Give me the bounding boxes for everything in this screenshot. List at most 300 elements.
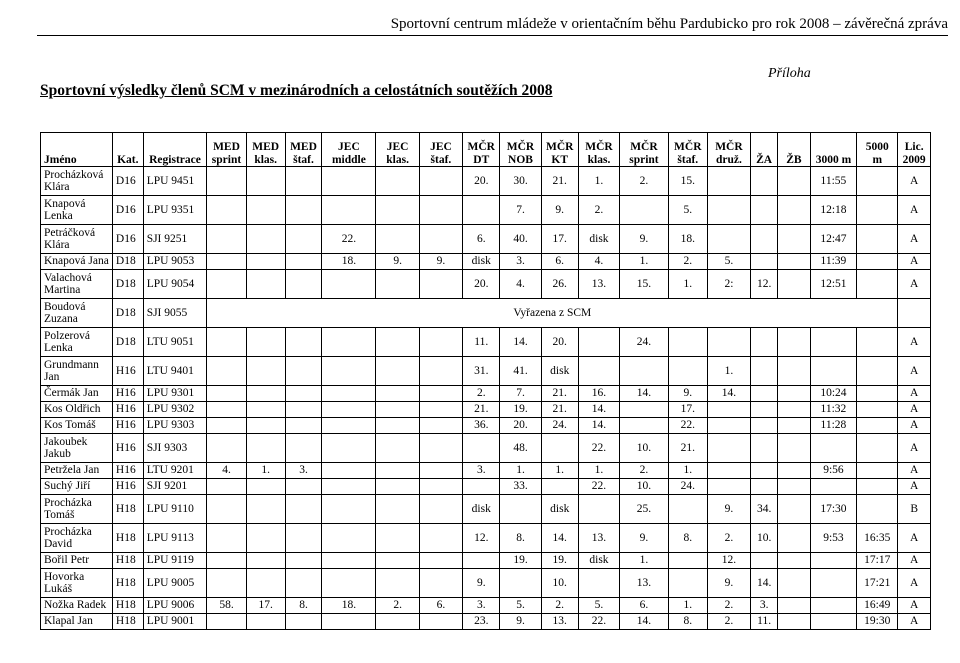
result-cell	[207, 479, 246, 495]
registration: LTU 9401	[143, 357, 207, 386]
result-cell	[778, 418, 810, 434]
result-cell	[322, 614, 376, 630]
category: H18	[112, 524, 143, 553]
result-cell	[419, 357, 462, 386]
column-header: Lic. 2009	[898, 133, 931, 167]
result-cell	[322, 357, 376, 386]
result-cell: 11:28	[810, 418, 857, 434]
result-cell	[285, 524, 322, 553]
result-cell	[322, 495, 376, 524]
table-row	[41, 270, 931, 299]
registration: LPU 9005	[143, 569, 207, 598]
result-cell	[207, 614, 246, 630]
page-title: Sportovní výsledky členů SCM v mezinárodních a celostátních soutěžích 2008	[40, 82, 553, 99]
result-cell: 3.	[285, 463, 322, 479]
result-cell	[751, 553, 778, 569]
category: D18	[112, 270, 143, 299]
license-cell: A	[898, 402, 931, 418]
athlete-name: Knapová Lenka	[41, 196, 113, 225]
category: H16	[112, 479, 143, 495]
result-cell	[778, 196, 810, 225]
result-cell: 8.	[500, 524, 541, 553]
athlete-name: Kos Oldřich	[41, 402, 113, 418]
result-cell	[322, 167, 376, 196]
license-cell: A	[898, 524, 931, 553]
column-header: MČR druž.	[707, 133, 750, 167]
result-cell: 25.	[620, 495, 669, 524]
result-cell	[376, 386, 419, 402]
result-cell	[419, 225, 462, 254]
result-cell	[376, 553, 419, 569]
result-cell: 9.	[707, 569, 750, 598]
result-cell	[285, 553, 322, 569]
athlete-name: Procházka Tomáš	[41, 495, 113, 524]
result-cell: 12.	[707, 553, 750, 569]
result-cell: 48.	[500, 434, 541, 463]
result-cell	[376, 328, 419, 357]
result-cell	[246, 434, 285, 463]
result-cell	[707, 225, 750, 254]
result-cell	[857, 328, 898, 357]
result-cell: 2.	[376, 598, 419, 614]
license-cell: A	[898, 614, 931, 630]
result-cell: 2.	[707, 614, 750, 630]
athlete-name: Kos Tomáš	[41, 418, 113, 434]
result-cell	[285, 495, 322, 524]
result-cell: 1.	[668, 270, 707, 299]
table-row	[41, 402, 931, 418]
table-row	[41, 254, 931, 270]
license-cell: A	[898, 479, 931, 495]
result-cell: disk	[463, 495, 500, 524]
result-cell	[463, 196, 500, 225]
result-cell	[778, 495, 810, 524]
result-cell: 10.	[620, 434, 669, 463]
registration: LPU 9053	[143, 254, 207, 270]
header-row	[41, 133, 931, 167]
license-cell: A	[898, 196, 931, 225]
result-cell	[207, 270, 246, 299]
result-cell	[285, 386, 322, 402]
result-cell	[376, 418, 419, 434]
result-cell	[857, 167, 898, 196]
result-cell	[778, 598, 810, 614]
result-cell: 17.	[668, 402, 707, 418]
result-cell: 15.	[620, 270, 669, 299]
result-cell	[376, 614, 419, 630]
result-cell	[541, 434, 578, 463]
result-cell	[419, 463, 462, 479]
result-cell: 20.	[500, 418, 541, 434]
result-cell	[285, 254, 322, 270]
result-cell: 21.	[541, 167, 578, 196]
table-row	[41, 386, 931, 402]
result-cell	[857, 254, 898, 270]
category: H18	[112, 598, 143, 614]
result-cell: 22.	[578, 614, 619, 630]
result-cell	[810, 328, 857, 357]
table-row	[41, 495, 931, 524]
result-cell: 16:35	[857, 524, 898, 553]
result-cell	[376, 524, 419, 553]
result-cell	[500, 495, 541, 524]
result-cell	[207, 386, 246, 402]
column-header: 3000 m	[810, 133, 857, 167]
result-cell: 34.	[751, 495, 778, 524]
result-cell	[322, 524, 376, 553]
result-cell	[707, 463, 750, 479]
result-cell	[857, 196, 898, 225]
registration: LPU 9119	[143, 553, 207, 569]
result-cell: 13.	[578, 270, 619, 299]
result-cell: 24.	[541, 418, 578, 434]
result-cell: 12.	[463, 524, 500, 553]
result-cell: 8.	[285, 598, 322, 614]
result-cell: 12:47	[810, 225, 857, 254]
category: D16	[112, 196, 143, 225]
result-cell	[207, 418, 246, 434]
result-cell: 22.	[578, 479, 619, 495]
result-cell	[707, 328, 750, 357]
license-cell	[898, 299, 931, 328]
registration: LTU 9051	[143, 328, 207, 357]
result-cell	[707, 402, 750, 418]
result-cell	[463, 479, 500, 495]
result-cell	[751, 254, 778, 270]
result-cell	[778, 434, 810, 463]
result-cell	[810, 434, 857, 463]
athlete-name: Bořil Petr	[41, 553, 113, 569]
category: H18	[112, 569, 143, 598]
result-cell	[322, 479, 376, 495]
result-cell	[578, 357, 619, 386]
result-cell	[207, 254, 246, 270]
column-header: Jméno	[41, 133, 113, 167]
result-cell: 10:24	[810, 386, 857, 402]
result-cell: 11.	[751, 614, 778, 630]
result-cell: 2.	[578, 196, 619, 225]
result-cell	[285, 196, 322, 225]
result-cell	[322, 463, 376, 479]
result-cell: 14.	[500, 328, 541, 357]
result-cell	[778, 254, 810, 270]
result-cell	[500, 569, 541, 598]
result-cell	[285, 270, 322, 299]
athlete-name: Čermák Jan	[41, 386, 113, 402]
result-cell	[778, 553, 810, 569]
result-cell	[778, 167, 810, 196]
result-cell: 14.	[578, 402, 619, 418]
athlete-name: Polzerová Lenka	[41, 328, 113, 357]
license-cell: A	[898, 418, 931, 434]
result-cell: 14.	[578, 418, 619, 434]
column-header: 5000 m	[857, 133, 898, 167]
result-cell	[207, 434, 246, 463]
result-cell: 22.	[578, 434, 619, 463]
result-cell: 1.	[707, 357, 750, 386]
result-cell: 6.	[463, 225, 500, 254]
result-cell	[620, 418, 669, 434]
result-cell	[207, 402, 246, 418]
result-cell: 6.	[541, 254, 578, 270]
column-header: MČR štaf.	[668, 133, 707, 167]
result-cell	[246, 328, 285, 357]
result-cell: 4.	[578, 254, 619, 270]
result-cell	[322, 328, 376, 357]
result-cell: 6.	[419, 598, 462, 614]
result-cell	[857, 479, 898, 495]
result-cell	[376, 569, 419, 598]
result-cell: 31.	[463, 357, 500, 386]
result-cell: 33.	[500, 479, 541, 495]
result-cell: 3.	[751, 598, 778, 614]
result-cell	[246, 614, 285, 630]
registration: LPU 9451	[143, 167, 207, 196]
column-header: MČR NOB	[500, 133, 541, 167]
result-cell	[857, 418, 898, 434]
result-cell: 23.	[463, 614, 500, 630]
result-cell: 9.	[707, 495, 750, 524]
result-cell: 9:53	[810, 524, 857, 553]
result-cell	[857, 225, 898, 254]
table-row	[41, 225, 931, 254]
result-cell	[246, 270, 285, 299]
result-cell	[419, 386, 462, 402]
result-cell: 2.	[541, 598, 578, 614]
result-cell: 14.	[620, 386, 669, 402]
result-cell	[778, 479, 810, 495]
result-cell	[620, 402, 669, 418]
result-cell	[707, 196, 750, 225]
result-cell	[246, 479, 285, 495]
result-cell: 6.	[620, 598, 669, 614]
result-cell: 18.	[668, 225, 707, 254]
athlete-name: Knapová Jana	[41, 254, 113, 270]
result-cell	[810, 553, 857, 569]
result-cell: 17:21	[857, 569, 898, 598]
result-cell	[376, 270, 419, 299]
result-cell: 10.	[620, 479, 669, 495]
registration: LPU 9113	[143, 524, 207, 553]
column-header: MED štaf.	[285, 133, 322, 167]
result-cell: 1.	[620, 553, 669, 569]
category: H18	[112, 553, 143, 569]
result-cell	[207, 196, 246, 225]
result-cell	[376, 196, 419, 225]
result-cell: 26.	[541, 270, 578, 299]
result-cell: 9.	[500, 614, 541, 630]
result-cell	[778, 614, 810, 630]
result-cell	[778, 463, 810, 479]
result-cell	[778, 402, 810, 418]
result-cell: 40.	[500, 225, 541, 254]
result-cell: 3.	[463, 598, 500, 614]
result-cell	[376, 495, 419, 524]
athlete-name: Boudová Zuzana	[41, 299, 113, 328]
result-cell: 9.	[541, 196, 578, 225]
category: D16	[112, 225, 143, 254]
result-cell: 16.	[578, 386, 619, 402]
result-cell: 19.	[500, 402, 541, 418]
result-cell: 2.	[463, 386, 500, 402]
result-cell	[285, 357, 322, 386]
result-cell	[778, 270, 810, 299]
table-row	[41, 614, 931, 630]
result-cell	[246, 569, 285, 598]
athlete-name: Procházková Klára	[41, 167, 113, 196]
result-cell: 18.	[322, 254, 376, 270]
result-cell: 2.	[668, 254, 707, 270]
result-cell	[419, 402, 462, 418]
result-cell: 4.	[207, 463, 246, 479]
result-cell	[285, 225, 322, 254]
result-cell	[707, 479, 750, 495]
table-row	[41, 167, 931, 196]
registration: LTU 9201	[143, 463, 207, 479]
category: H18	[112, 495, 143, 524]
result-cell: 19:30	[857, 614, 898, 630]
result-cell: 58.	[207, 598, 246, 614]
result-cell: 13.	[541, 614, 578, 630]
category: H16	[112, 386, 143, 402]
result-cell	[376, 479, 419, 495]
result-cell: 17:30	[810, 495, 857, 524]
result-cell	[285, 569, 322, 598]
result-cell: 8.	[668, 614, 707, 630]
result-cell	[419, 495, 462, 524]
athlete-name: Valachová Martina	[41, 270, 113, 299]
result-cell	[541, 479, 578, 495]
result-cell	[285, 402, 322, 418]
result-cell	[707, 418, 750, 434]
result-cell	[285, 479, 322, 495]
result-cell	[778, 569, 810, 598]
column-header: ŽB	[778, 133, 810, 167]
license-cell: A	[898, 434, 931, 463]
result-cell: 9.	[620, 225, 669, 254]
result-cell	[810, 479, 857, 495]
result-cell	[322, 402, 376, 418]
result-cell	[419, 196, 462, 225]
result-cell: 41.	[500, 357, 541, 386]
column-header: JEC middle	[322, 133, 376, 167]
result-cell: 1.	[620, 254, 669, 270]
result-cell: 1.	[541, 463, 578, 479]
result-cell: 20.	[541, 328, 578, 357]
result-cell	[668, 495, 707, 524]
result-cell	[778, 357, 810, 386]
result-cell: 22.	[322, 225, 376, 254]
result-cell: 20.	[463, 270, 500, 299]
result-cell	[857, 270, 898, 299]
result-cell: 10.	[541, 569, 578, 598]
result-cell	[207, 357, 246, 386]
result-cell: 21.	[668, 434, 707, 463]
result-cell: 13.	[578, 524, 619, 553]
result-cell	[246, 167, 285, 196]
table-row	[41, 598, 931, 614]
result-cell	[419, 614, 462, 630]
registration: SJI 9303	[143, 434, 207, 463]
result-cell	[285, 418, 322, 434]
result-cell: 8.	[668, 524, 707, 553]
result-cell	[419, 270, 462, 299]
category: D16	[112, 167, 143, 196]
header-rule	[37, 35, 948, 36]
table-row	[41, 357, 931, 386]
athlete-name: Petráčková Klára	[41, 225, 113, 254]
result-cell: 30.	[500, 167, 541, 196]
result-cell: 16:49	[857, 598, 898, 614]
result-cell: 14.	[707, 386, 750, 402]
result-cell	[463, 434, 500, 463]
result-cell	[778, 386, 810, 402]
category: H18	[112, 614, 143, 630]
athlete-name: Suchý Jiří	[41, 479, 113, 495]
athlete-name: Hovorka Lukáš	[41, 569, 113, 598]
registration: SJI 9055	[143, 299, 207, 328]
result-cell: 11:39	[810, 254, 857, 270]
result-cell	[207, 524, 246, 553]
result-cell	[707, 434, 750, 463]
result-cell	[751, 434, 778, 463]
table-row	[41, 328, 931, 357]
registration: SJI 9251	[143, 225, 207, 254]
registration: SJI 9201	[143, 479, 207, 495]
result-cell	[751, 225, 778, 254]
result-cell: 1.	[246, 463, 285, 479]
category: H16	[112, 357, 143, 386]
registration: LPU 9006	[143, 598, 207, 614]
result-cell	[668, 569, 707, 598]
result-cell: disk	[541, 357, 578, 386]
result-cell	[322, 270, 376, 299]
result-cell: 3.	[500, 254, 541, 270]
result-cell: 22.	[668, 418, 707, 434]
result-cell	[285, 328, 322, 357]
result-cell: 12:18	[810, 196, 857, 225]
result-cell: 2.	[620, 463, 669, 479]
result-cell: 3.	[463, 463, 500, 479]
result-cell: 18.	[322, 598, 376, 614]
result-cell	[207, 553, 246, 569]
license-cell: A	[898, 569, 931, 598]
license-cell: A	[898, 386, 931, 402]
result-cell	[376, 402, 419, 418]
result-cell: 11:55	[810, 167, 857, 196]
athlete-name: Procházka David	[41, 524, 113, 553]
result-cell	[751, 463, 778, 479]
result-cell	[857, 495, 898, 524]
column-header: JEC štaf.	[419, 133, 462, 167]
result-cell	[751, 328, 778, 357]
result-cell	[285, 614, 322, 630]
results-table	[40, 132, 931, 630]
result-cell: 7.	[500, 386, 541, 402]
result-cell: 5.	[578, 598, 619, 614]
result-cell	[246, 402, 285, 418]
appendix-label: Příloha	[768, 66, 811, 81]
result-cell: 21.	[463, 402, 500, 418]
result-cell: 2:	[707, 270, 750, 299]
result-cell	[751, 167, 778, 196]
result-cell	[810, 598, 857, 614]
license-cell: A	[898, 598, 931, 614]
result-cell	[578, 495, 619, 524]
result-cell	[751, 402, 778, 418]
registration: LPU 9303	[143, 418, 207, 434]
result-cell	[751, 196, 778, 225]
